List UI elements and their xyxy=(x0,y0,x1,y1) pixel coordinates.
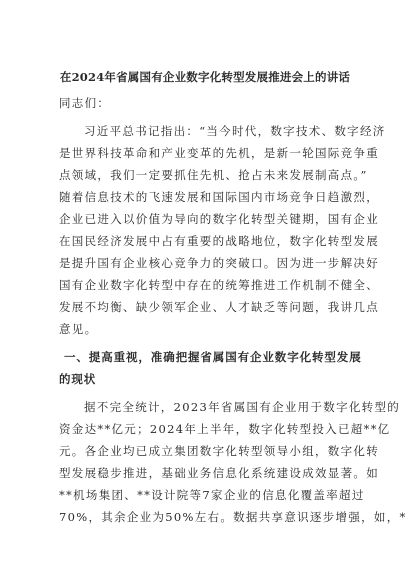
paragraph-1-line-10: 意见。 xyxy=(59,322,98,336)
paragraph-1-line-1: 习近平总书记指出：“当今时代，数字技术、数字经济 xyxy=(84,124,386,138)
paragraph-1-line-6: 在国民经济发展中占有重要的战略地位，数字化转型发展 xyxy=(59,234,379,248)
paragraph-2-line-4: 型发展稳步推进，基础业务信息化系统建设成效显著。如 xyxy=(59,466,379,480)
paragraph-2-line-6: 70%，其余企业为50%左右。数据共享意识逐步增强，如，* xyxy=(59,510,407,524)
paragraph-1-line-7: 是提升国有企业核心竞争力的突破口。因为进一步解决好 xyxy=(59,256,379,270)
paragraph-2-line-2: 资金达**亿元；2024年上半年，数字化转型投入已超**亿 xyxy=(59,422,391,436)
paragraph-1-line-9: 发展不均衡、缺少领军企业、人才缺乏等问题，我讲几点 xyxy=(59,300,379,314)
paragraph-2-line-5: **机场集团、**设计院等7家企业的信息化覆盖率超过 xyxy=(59,488,365,502)
paragraph-2-line-3: 元。各企业均已成立集团数字化转型领导小组，数字化转 xyxy=(59,444,379,458)
paragraph-2-line-1: 据不完全统计，2023年省属国有企业用于数字化转型的 xyxy=(84,400,401,414)
paragraph-1-line-3: 点领域，我们一定要抓住先机、抢占未来发展制高点。” xyxy=(59,168,368,182)
paragraph-1-line-2: 是世界科技革命和产业变革的先机，是新一轮国际竞争重 xyxy=(59,146,379,160)
salutation: 同志们： xyxy=(59,96,111,110)
paragraph-1-line-4: 随着信息技术的飞速发展和国际国内市场竞争日趋激烈， xyxy=(59,190,379,204)
section-1-heading-line-1: 一、提高重视，准确把握省属国有企业数字化转型发展 xyxy=(64,350,362,364)
section-1-heading-line-2: 的现状 xyxy=(59,372,97,386)
paragraph-1-line-5: 企业已进入以价值为导向的数字化转型关键期，国有企业 xyxy=(59,212,379,226)
paragraph-1-line-8: 国有企业数字化转型中存在的统筹推进工作机制不健全、 xyxy=(59,278,379,292)
document-title: 在2024年省属国有企业数字化转型发展推进会上的讲话 xyxy=(59,70,351,84)
